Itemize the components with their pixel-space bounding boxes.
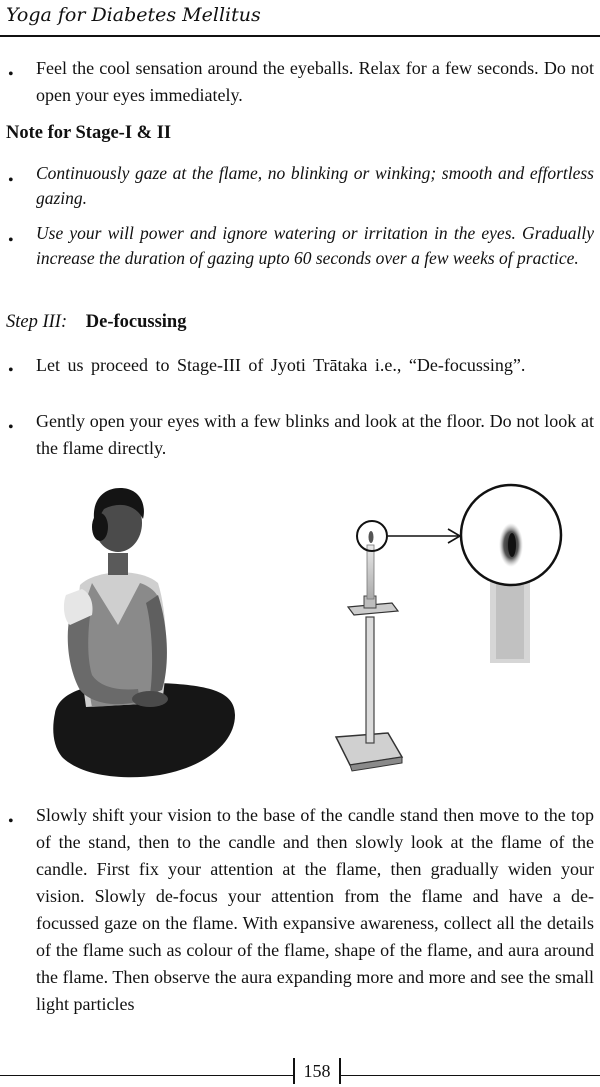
bullet-icon: • bbox=[8, 172, 14, 189]
bullet-icon: • bbox=[8, 813, 14, 830]
bullet-icon: • bbox=[8, 66, 14, 83]
note-heading: Note for Stage-I & II bbox=[6, 123, 172, 143]
step-title: De-focussing bbox=[85, 312, 187, 332]
arrow-right-icon bbox=[388, 529, 460, 543]
page-number: 158 bbox=[293, 1058, 341, 1084]
candle-stand-illustration bbox=[336, 521, 402, 771]
bullet-icon: • bbox=[8, 232, 14, 249]
note-will-power: Use your will power and ignore watering or irritation in the eyes. Gradually increase the duration of gazing upto 60 seconds over a few weeks of practice. bbox=[36, 223, 594, 268]
paragraph-open-eyes: Gently open your eyes with a few blinks and look at the floor. Do not look at the flame directly. bbox=[36, 411, 594, 458]
footer-rule-right bbox=[337, 1075, 600, 1076]
magnified-flame-illustration bbox=[461, 485, 561, 663]
figure-illustration bbox=[0, 475, 600, 785]
paragraph-shift-vision: Slowly shift your vision to the base of the candle stand then move to the top of the stand, then to the candle and then slowly look at the flame of the candle. First fix your attention at the flame, then gradually widen your vision. Slowly de-focus your attention from the flame and have a de-focussed gaze on the flame. With expansive awareness, collect all the details of the flame such as colour of the flame, shape of the flame, and aura around the flame. Then observe the aura expanding more and more and see the small light particles bbox=[36, 805, 594, 1014]
running-head-title: Yoga for Diabetes Mellitus bbox=[6, 4, 261, 26]
bullet-icon: • bbox=[8, 419, 14, 436]
header-rule bbox=[0, 35, 600, 37]
paragraph-proceed-stage-three: Let us proceed to Stage-III of Jyoti Trātaka i.e., “De-focussing”. bbox=[36, 355, 526, 375]
footer-rule-left bbox=[0, 1075, 293, 1076]
step-heading bbox=[6, 312, 186, 333]
bullet-icon: • bbox=[8, 362, 14, 379]
meditating-person-illustration bbox=[53, 488, 235, 777]
paragraph-cool-sensation: Feel the cool sensation around the eyeballs. Relax for a few seconds. Do not open your eyes immediately. bbox=[36, 58, 594, 105]
step-label: Step III: bbox=[6, 312, 68, 332]
note-continuous-gaze: Continuously gaze at the flame, no blinking or winking; smooth and effortless gazing. bbox=[36, 163, 594, 208]
